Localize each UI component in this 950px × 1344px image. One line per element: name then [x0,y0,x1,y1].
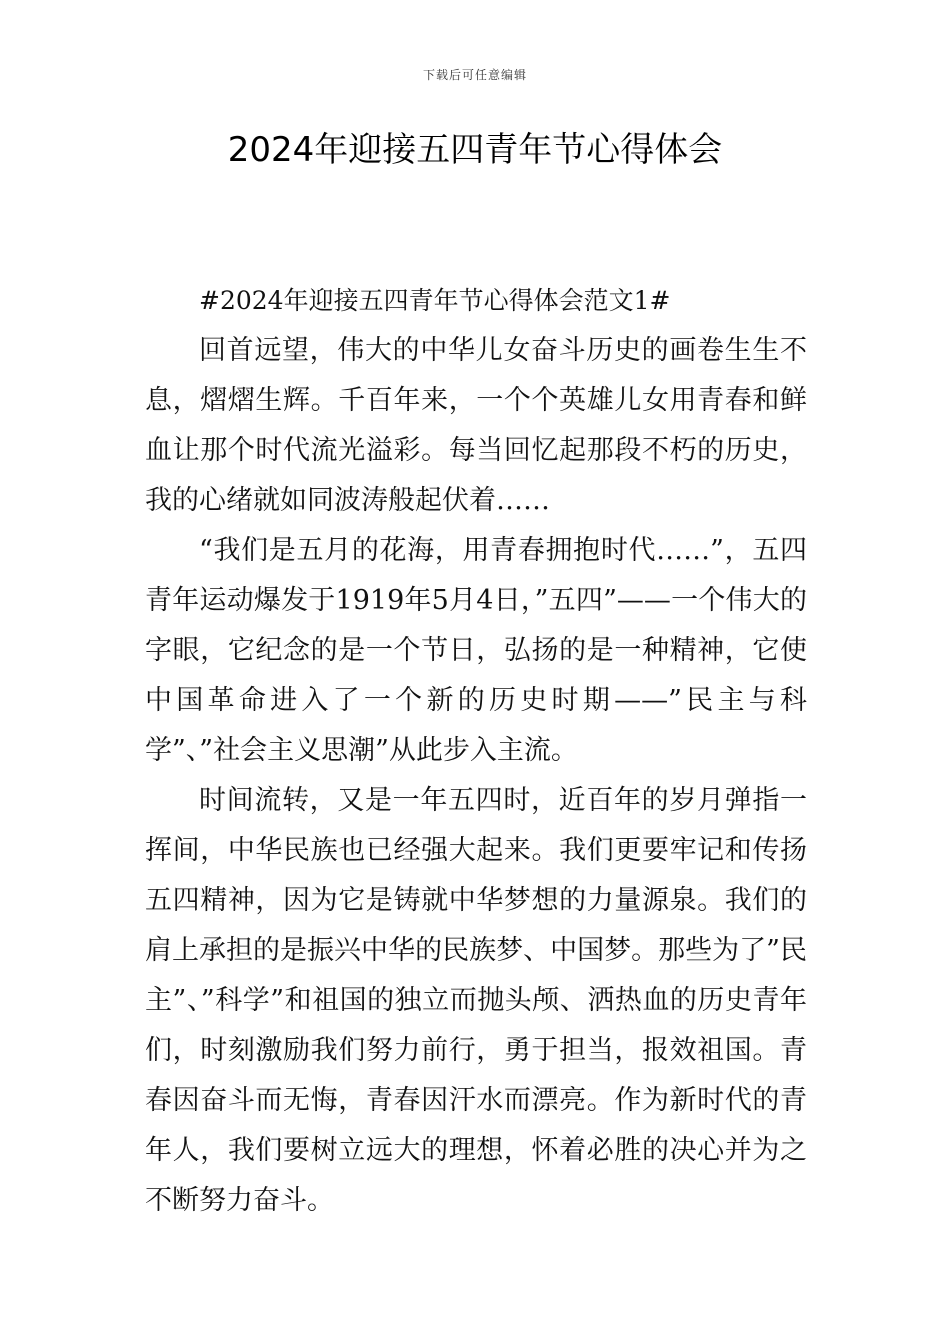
paragraph: 时间流转，又是一年五四时，近百年的岁月弹指一挥间，中华民族也已经强大起来。我们更要牢记和传扬五四精神，因为它是铸就中华梦想的力量源泉。我们的肩上承担的是振兴中华的民族梦、中国梦。那些为了”民主”、”科学”和祖国的独立而抛头颅、洒热血的历史青年们，时刻激励我们努力前行，勇于担当，报效祖国。青春因奋斗而无悔，青春因汗水而漂亮。作为新时代的青年人，我们要树立远大的理想，怀着必胜的决心并为之不断努力奋斗。 [145,785,807,1216]
paragraph: “我们是五月的花海，用青春拥抱时代……”，五四青年运动爆发于1919年5月4日，”五四”——一个伟大的字眼，它纪念的是一个节日，弘扬的是一种精神，它使中国革命进入了一个新的历史时期——”民主与科学”、”社会主义思潮”从此步入主流。 [145,535,807,766]
document-body [145,276,807,1226]
header-note: 下载后可任意编辑 [422,68,527,82]
document-title: 2024年迎接五四青年节心得体会 [227,130,723,170]
paragraph: 回首远望，伟大的中华儿女奋斗历史的画卷生生不息，熠熠生辉。千百年来，一个个英雄儿女用青春和鲜血让那个时代流光溢彩。每当回忆起那段不朽的历史，我的心绪就如同波涛般起伏着…… [145,335,807,516]
section-heading: #2024年迎接五四青年节心得体会范文1# [199,286,671,315]
